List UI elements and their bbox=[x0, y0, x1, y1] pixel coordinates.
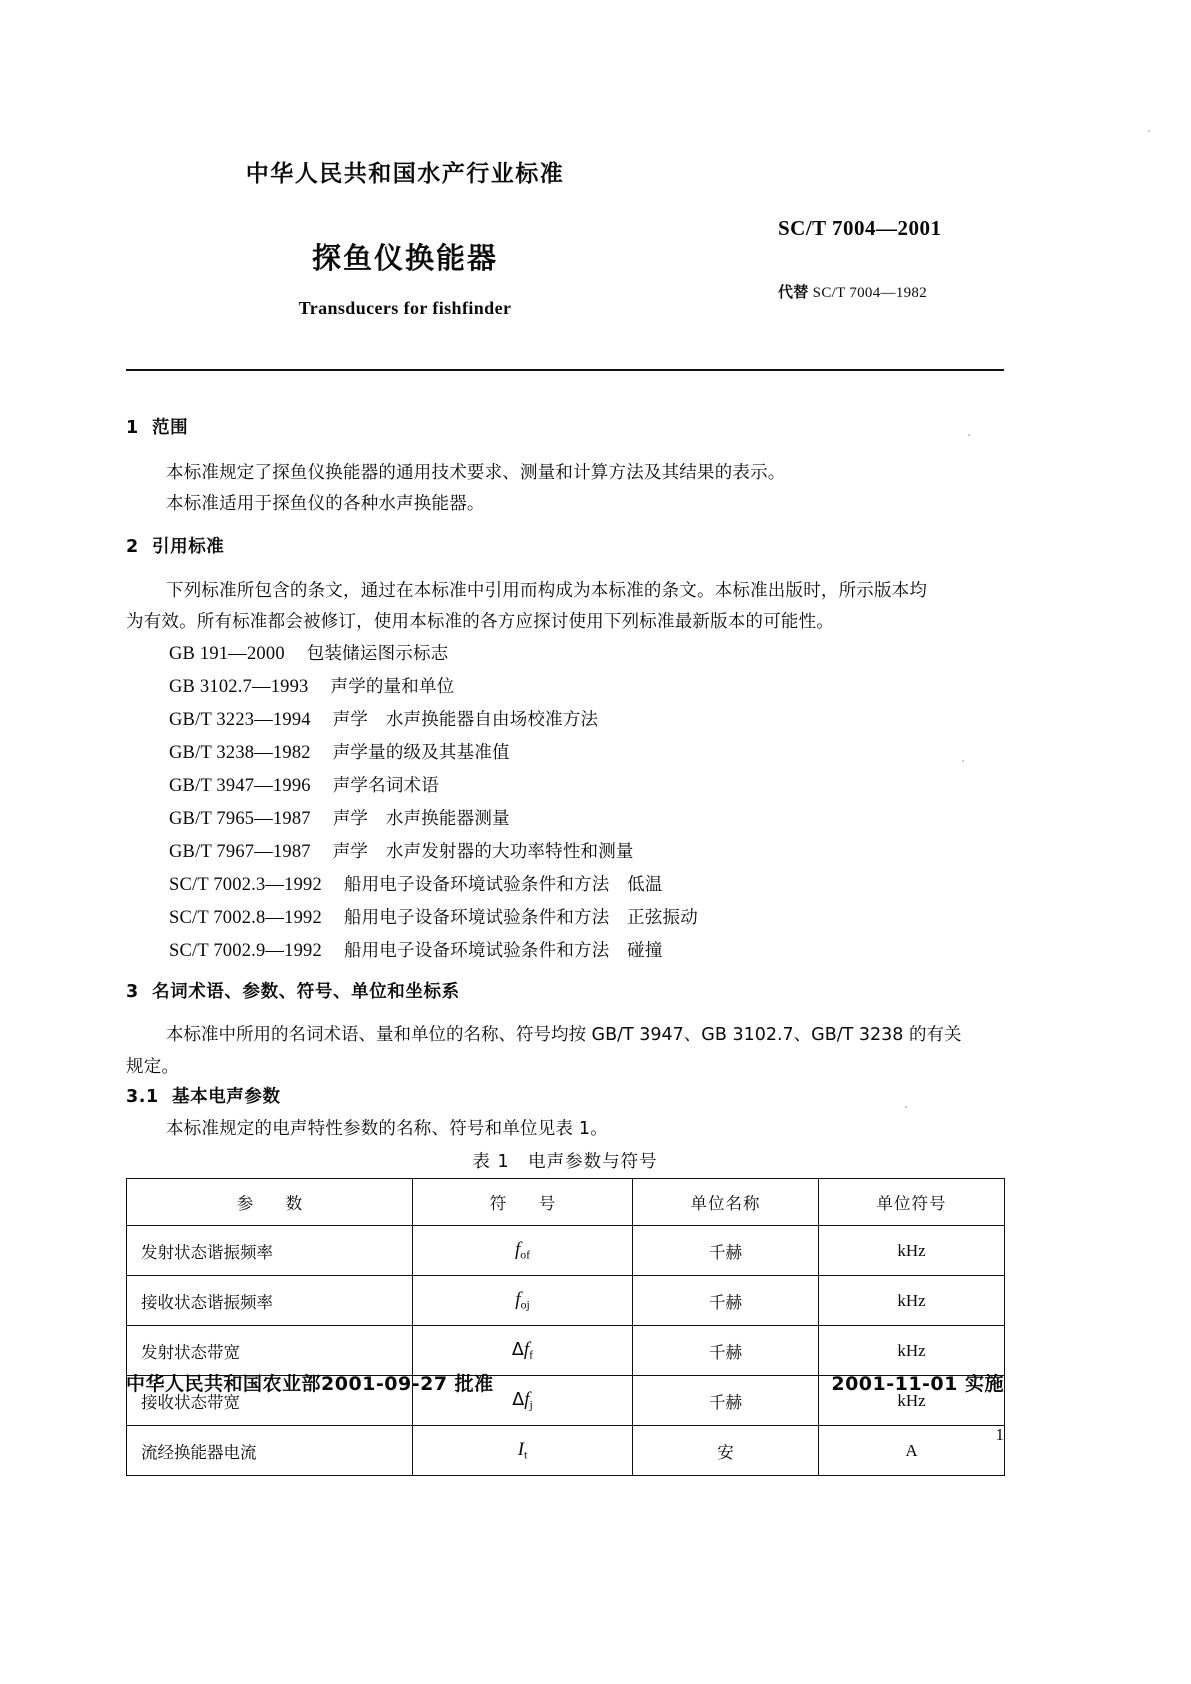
reference-item bbox=[126, 937, 663, 962]
section-heading-3 bbox=[126, 978, 460, 1003]
footer-approval-note: 中华人民共和国农业部2001‐09‐27 批准 bbox=[126, 1373, 494, 1395]
table-row bbox=[127, 1226, 1005, 1276]
reference-item bbox=[126, 871, 663, 896]
reference-item bbox=[126, 805, 510, 830]
reference-code: GB/T 3223—1994 bbox=[169, 710, 311, 730]
section-number-3-1: 3.1 bbox=[126, 1087, 159, 1107]
section-number-1: 1 bbox=[126, 418, 139, 438]
symbol-subscript: of bbox=[520, 1248, 531, 1262]
section-3-paragraph-line-1 bbox=[126, 1021, 962, 1046]
section-title-1: 范围 bbox=[152, 418, 189, 438]
document-title: 探鱼仪换能器 bbox=[311, 241, 498, 275]
section-title-2: 引用标准 bbox=[152, 537, 225, 557]
reference-code: GB/T 7967—1987 bbox=[169, 842, 311, 862]
reference-title: 声学名词术语 bbox=[332, 776, 439, 796]
section-3-1-paragraph: 本标准规定的电声特性参数的名称、符号和单位见表 1。 bbox=[166, 1119, 608, 1139]
symbol-base: I bbox=[517, 1438, 525, 1460]
table-column-header-symbol: 符 号 bbox=[413, 1179, 633, 1226]
cell-symbol bbox=[413, 1326, 633, 1376]
table-header-row bbox=[127, 1179, 1005, 1226]
reference-code: SC/T 7002.3—1992 bbox=[169, 875, 322, 895]
scan-speck bbox=[905, 1106, 907, 1108]
symbol-subscript: t bbox=[524, 1448, 528, 1462]
section-2-paragraph-line-1: 下列标准所包含的条文，通过在本标准中引用而构成为本标准的条文。本标准出版时，所示版本均 bbox=[166, 581, 928, 601]
replaces-note bbox=[778, 281, 927, 302]
section-title-3: 名词术语、参数、符号、单位和坐标系 bbox=[152, 982, 460, 1002]
page-number: 1 bbox=[995, 1425, 1004, 1444]
section-3-paragraph-text: 本标准中所用的名词术语、量和单位的名称、符号均按 GB/T 3947、GB 3102.7、GB/T 3238 的有关 bbox=[166, 1025, 962, 1045]
reference-item bbox=[126, 739, 510, 764]
header-divider-rule bbox=[126, 369, 1004, 371]
reference-title: 包装储运图示标志 bbox=[306, 644, 449, 664]
cell-unit-symbol: kHz bbox=[819, 1376, 1005, 1426]
section-heading-2 bbox=[126, 533, 224, 558]
section-3-paragraph-line-2: 规定。 bbox=[126, 1057, 180, 1077]
cell-unit-symbol: kHz bbox=[819, 1226, 1005, 1276]
cell-parameter: 流经换能器电流 bbox=[127, 1426, 413, 1476]
reference-code: GB 191—2000 bbox=[169, 644, 285, 664]
scan-speck bbox=[968, 434, 970, 436]
scan-speck bbox=[962, 760, 964, 762]
table-row bbox=[127, 1326, 1005, 1376]
symbol-base: f bbox=[523, 1338, 530, 1360]
cell-unit-name: 千赫 bbox=[633, 1376, 819, 1426]
section-number-3: 3 bbox=[126, 982, 139, 1002]
symbol-subscript: f bbox=[529, 1348, 534, 1362]
section-2-paragraph-line-2: 为有效。所有标准都会被修订，使用本标准的各方应探讨使用下列标准最新版本的可能性。 bbox=[126, 612, 834, 632]
cell-parameter: 接收状态谐振频率 bbox=[127, 1276, 413, 1326]
section-number-2: 2 bbox=[126, 537, 139, 557]
footer-implementation-note: 2001‐11‐01 实施 bbox=[831, 1373, 1004, 1395]
cell-symbol bbox=[413, 1276, 633, 1326]
cell-unit-name: 千赫 bbox=[633, 1226, 819, 1276]
reference-code: SC/T 7002.8—1992 bbox=[169, 908, 322, 928]
symbol-base: f bbox=[524, 1388, 530, 1410]
cell-unit-name: 千赫 bbox=[633, 1276, 819, 1326]
reference-code: GB/T 3947—1996 bbox=[169, 776, 311, 796]
symbol-prefix: Δ bbox=[511, 1339, 524, 1360]
cell-symbol bbox=[413, 1226, 633, 1276]
cell-unit-name: 安 bbox=[633, 1426, 819, 1476]
table-column-header-unit-symbol: 单位符号 bbox=[819, 1179, 1005, 1226]
issuing-organization: 中华人民共和国水产行业标准 bbox=[245, 161, 565, 187]
symbol-subscript: oj bbox=[520, 1298, 530, 1312]
reference-title: 声学的量和单位 bbox=[330, 677, 455, 697]
table-1-caption: 表 1 电声参数与符号 bbox=[472, 1152, 658, 1172]
reference-code: GB/T 3238—1982 bbox=[169, 743, 311, 763]
reference-title: 船用电子设备环境试验条件和方法 碰撞 bbox=[343, 941, 663, 961]
reference-item bbox=[126, 673, 454, 698]
reference-item bbox=[126, 640, 448, 665]
reference-item bbox=[126, 772, 439, 797]
reference-code: GB 3102.7—1993 bbox=[169, 677, 309, 697]
table-column-header-unit-name: 单位名称 bbox=[633, 1179, 819, 1226]
table-row bbox=[127, 1276, 1005, 1326]
cell-unit-symbol: kHz bbox=[819, 1326, 1005, 1376]
reference-title: 船用电子设备环境试验条件和方法 低温 bbox=[343, 875, 663, 895]
symbol-base: f bbox=[515, 1288, 521, 1310]
symbol-prefix: Δ bbox=[512, 1389, 525, 1410]
cell-unit-symbol: kHz bbox=[819, 1276, 1005, 1326]
document-subtitle-english: Transducers for fishfinder bbox=[298, 298, 512, 318]
table-column-header-parameter: 参 数 bbox=[127, 1179, 413, 1226]
replaces-label: 代替 bbox=[778, 283, 809, 301]
standard-number: SC/T 7004—2001 bbox=[778, 216, 942, 240]
reference-title: 声学 水声换能器测量 bbox=[332, 809, 510, 829]
section-title-3-1: 基本电声参数 bbox=[172, 1087, 281, 1107]
reference-title: 船用电子设备环境试验条件和方法 正弦振动 bbox=[343, 908, 698, 928]
reference-code: GB/T 7965—1987 bbox=[169, 809, 311, 829]
cell-parameter: 发射状态带宽 bbox=[127, 1326, 413, 1376]
reference-title: 声学 水声发射器的大功率特性和测量 bbox=[332, 842, 634, 862]
cell-parameter: 发射状态谐振频率 bbox=[127, 1226, 413, 1276]
cell-parameter: 接收状态带宽 bbox=[127, 1376, 413, 1426]
cell-unit-symbol: A bbox=[819, 1426, 1005, 1476]
section-1-paragraph-2: 本标准适用于探鱼仪的各种水声换能器。 bbox=[166, 494, 485, 514]
reference-title: 声学 水声换能器自由场校准方法 bbox=[332, 710, 599, 730]
reference-item bbox=[126, 706, 598, 731]
replaces-standard-number: SC/T 7004—1982 bbox=[812, 285, 928, 301]
reference-title: 声学量的级及其基准值 bbox=[332, 743, 510, 763]
section-heading-3-1 bbox=[126, 1083, 281, 1108]
symbol-subscript: j bbox=[529, 1398, 533, 1412]
reference-item bbox=[126, 904, 698, 929]
reference-item bbox=[126, 838, 634, 863]
section-1-paragraph-1: 本标准规定了探鱼仪换能器的通用技术要求、测量和计算方法及其结果的表示。 bbox=[166, 463, 786, 483]
cell-unit-name: 千赫 bbox=[633, 1326, 819, 1376]
symbol-base: f bbox=[514, 1238, 521, 1260]
section-heading-1 bbox=[126, 414, 188, 439]
scan-speck bbox=[1148, 130, 1150, 132]
reference-code: SC/T 7002.9—1992 bbox=[169, 941, 322, 961]
